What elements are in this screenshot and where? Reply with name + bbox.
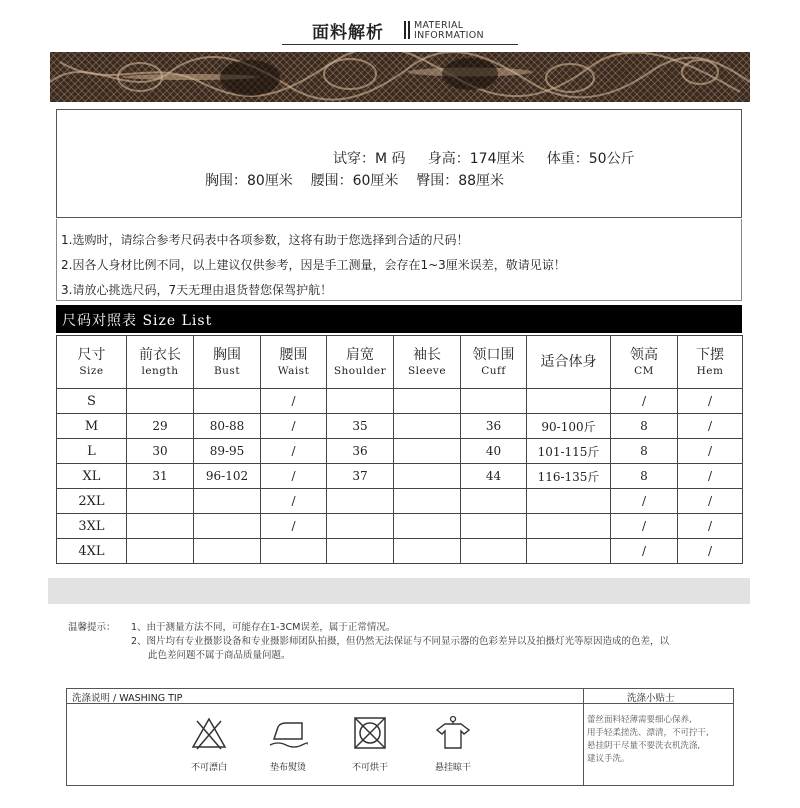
washing-title: 洗涤说明 / WASHING TIP bbox=[72, 693, 183, 704]
table-cell bbox=[327, 539, 394, 564]
header-underline bbox=[282, 44, 518, 45]
table-cell bbox=[461, 389, 527, 414]
table-row bbox=[57, 489, 743, 514]
table-cell: / bbox=[678, 414, 743, 439]
table-cell bbox=[394, 439, 461, 464]
header-zh: 领高 bbox=[630, 346, 658, 363]
model-measure-line: 胸围：80厘米 腰围：60厘米 臀围：88厘米 bbox=[205, 173, 505, 189]
table-header-cell bbox=[57, 336, 127, 389]
lace-fabric-image bbox=[50, 52, 750, 102]
header-zh: 领口围 bbox=[472, 346, 515, 363]
header-zh: 腰围 bbox=[279, 346, 308, 363]
header-zh: 尺寸 bbox=[77, 346, 106, 363]
table-cell: 31 bbox=[127, 464, 194, 489]
header-en: Cuff bbox=[481, 364, 506, 377]
table-header-cell bbox=[127, 336, 194, 389]
table-row bbox=[57, 389, 743, 414]
table-cell: / bbox=[261, 439, 327, 464]
table-cell: 80-88 bbox=[194, 414, 261, 439]
table-cell: 8 bbox=[611, 414, 678, 439]
header-en: Sleeve bbox=[407, 364, 447, 377]
table-cell: / bbox=[261, 414, 327, 439]
table-header-cell bbox=[327, 336, 394, 389]
table-header-cell bbox=[394, 336, 461, 389]
table-cell: 44 bbox=[461, 464, 527, 489]
size-label-cell: L bbox=[57, 439, 127, 464]
table-header-cell bbox=[461, 336, 527, 389]
table-cell bbox=[194, 539, 261, 564]
tip-line: 1、由于测量方法不同，可能存在1-3CM误差，属于正常情况。 bbox=[131, 622, 396, 633]
table-cell: 96-102 bbox=[194, 464, 261, 489]
header-zh: 胸围 bbox=[213, 346, 241, 363]
table-header-cell bbox=[194, 336, 261, 389]
table-cell bbox=[327, 389, 394, 414]
table-row bbox=[57, 439, 743, 464]
section-title: 面料解析 bbox=[312, 23, 384, 43]
table-cell: 29 bbox=[127, 414, 194, 439]
table-cell: 116-135斤 bbox=[527, 464, 611, 489]
table-row bbox=[57, 464, 743, 489]
table-row bbox=[57, 514, 743, 539]
table-header-row bbox=[57, 336, 743, 389]
note-item: 3.请放心挑选尺码，7天无理由退货替您保驾护航！ bbox=[61, 283, 333, 297]
table-cell bbox=[261, 539, 327, 564]
table-cell bbox=[327, 514, 394, 539]
table-cell bbox=[527, 389, 611, 414]
note-item: 1.选购时，请综合参考尺码表中各项参数，这将有助于您选择到合适的尺码！ bbox=[61, 233, 469, 247]
table-cell bbox=[461, 514, 527, 539]
table-cell: 36 bbox=[461, 414, 527, 439]
table-header-cell bbox=[678, 336, 743, 389]
table-cell bbox=[194, 514, 261, 539]
separator-strip bbox=[48, 578, 750, 604]
table-cell bbox=[394, 489, 461, 514]
title-en-line2: INFORMATION bbox=[414, 30, 484, 41]
table-row bbox=[57, 539, 743, 564]
wash-label: 不可漂白 bbox=[190, 763, 227, 773]
washing-tip-text: 蕾丝面料轻薄需要细心保养, 用手轻柔搓洗、漂清，不可拧干, 悬挂阴干尽量不要洗衣机洗涤, 建议手洗。 bbox=[587, 715, 709, 764]
table-cell bbox=[527, 539, 611, 564]
wash-label: 垫布熨烫 bbox=[269, 763, 306, 773]
washing-header bbox=[67, 689, 733, 704]
header-zh: 肩宽 bbox=[346, 346, 374, 363]
table-cell: / bbox=[261, 464, 327, 489]
table-cell: 35 bbox=[327, 414, 394, 439]
table-cell: / bbox=[678, 539, 743, 564]
header-en: Waist bbox=[277, 364, 310, 377]
size-label-cell: M bbox=[57, 414, 127, 439]
tip-line: 2、图片均有专业摄影设备和专业摄影师团队拍摄，但仍然无法保证与不同显示器的色彩差异以及拍摄灯光等原因造成的色差，以 bbox=[131, 636, 670, 647]
header-en: CM bbox=[634, 364, 654, 377]
table-cell: / bbox=[678, 489, 743, 514]
table-cell bbox=[394, 414, 461, 439]
table-cell: 8 bbox=[611, 439, 678, 464]
model-fit-line: 试穿：M 码 身高：174厘米 体重：50公斤 bbox=[333, 151, 635, 167]
table-cell bbox=[461, 539, 527, 564]
size-label-cell: S bbox=[57, 389, 127, 414]
table-cell: / bbox=[678, 464, 743, 489]
table-cell: / bbox=[611, 514, 678, 539]
table-cell: 36 bbox=[327, 439, 394, 464]
table-cell: 90-100斤 bbox=[527, 414, 611, 439]
table-cell: / bbox=[611, 489, 678, 514]
size-label-cell: 4XL bbox=[57, 539, 127, 564]
size-label-cell: XL bbox=[57, 464, 127, 489]
table-cell: 8 bbox=[611, 464, 678, 489]
table-cell bbox=[461, 489, 527, 514]
table-header-cell bbox=[261, 336, 327, 389]
fit-info-box bbox=[56, 109, 742, 218]
table-cell bbox=[127, 514, 194, 539]
table-cell: 89-95 bbox=[194, 439, 261, 464]
notes-box bbox=[56, 219, 742, 301]
table-cell: 30 bbox=[127, 439, 194, 464]
title-en-line1: MATERIAL bbox=[414, 20, 464, 31]
table-cell bbox=[194, 389, 261, 414]
header-zh: 袖长 bbox=[413, 346, 441, 363]
table-cell bbox=[394, 389, 461, 414]
table-row bbox=[57, 414, 743, 439]
header-zh: 前衣长 bbox=[139, 346, 181, 363]
header-en: Bust bbox=[213, 364, 241, 377]
hang-dry-icon bbox=[433, 715, 473, 751]
washing-divider bbox=[583, 689, 584, 785]
table-cell bbox=[394, 464, 461, 489]
no-tumble-dry-icon bbox=[350, 715, 390, 751]
table-cell: / bbox=[678, 389, 743, 414]
size-list-bar bbox=[56, 305, 742, 333]
section-title-en bbox=[414, 21, 484, 41]
header-zh: 适合体身 bbox=[540, 353, 597, 370]
wash-label: 不可烘干 bbox=[351, 763, 388, 773]
table-header-cell bbox=[611, 336, 678, 389]
header-en: Size bbox=[79, 364, 104, 377]
tips-label: 温馨提示： bbox=[68, 622, 116, 633]
header-en: length bbox=[141, 364, 179, 377]
table-cell: / bbox=[611, 389, 678, 414]
table-cell: / bbox=[261, 489, 327, 514]
washing-tip-title: 洗涤小贴士 bbox=[627, 693, 675, 704]
table-cell bbox=[194, 489, 261, 514]
table-cell bbox=[527, 514, 611, 539]
table-cell: / bbox=[261, 389, 327, 414]
size-label-cell: 2XL bbox=[57, 489, 127, 514]
wash-label: 悬挂晾干 bbox=[434, 763, 471, 773]
tip-line: 此色差问题不属于商品质量问题。 bbox=[148, 650, 291, 661]
header-en: Shoulder bbox=[333, 364, 387, 377]
header-zh: 下摆 bbox=[696, 346, 724, 363]
table-cell: / bbox=[261, 514, 327, 539]
iron-cloth-icon bbox=[268, 715, 308, 751]
header-en: Hem bbox=[696, 364, 724, 377]
table-cell: 37 bbox=[327, 464, 394, 489]
table-cell bbox=[127, 489, 194, 514]
table-cell bbox=[327, 489, 394, 514]
table-cell bbox=[127, 389, 194, 414]
washing-tip-box bbox=[66, 688, 734, 786]
table-cell: 40 bbox=[461, 439, 527, 464]
table-cell: / bbox=[678, 514, 743, 539]
size-label-cell: 3XL bbox=[57, 514, 127, 539]
title-divider-bars bbox=[404, 21, 410, 39]
size-list-title: 尺码对照表 Size List bbox=[62, 313, 213, 329]
table-cell bbox=[394, 514, 461, 539]
table-cell: 101-115斤 bbox=[527, 439, 611, 464]
no-bleach-icon bbox=[189, 715, 229, 751]
size-table bbox=[56, 335, 743, 564]
table-cell: / bbox=[678, 439, 743, 464]
table-cell bbox=[527, 489, 611, 514]
table-cell: / bbox=[611, 539, 678, 564]
table-header-cell bbox=[527, 336, 611, 389]
note-item: 2.因各人身材比例不同，以上建议仅供参考，因是手工测量，会存在1~3厘米误差，敬请见谅！ bbox=[61, 258, 566, 272]
table-cell bbox=[127, 539, 194, 564]
table-cell bbox=[394, 539, 461, 564]
